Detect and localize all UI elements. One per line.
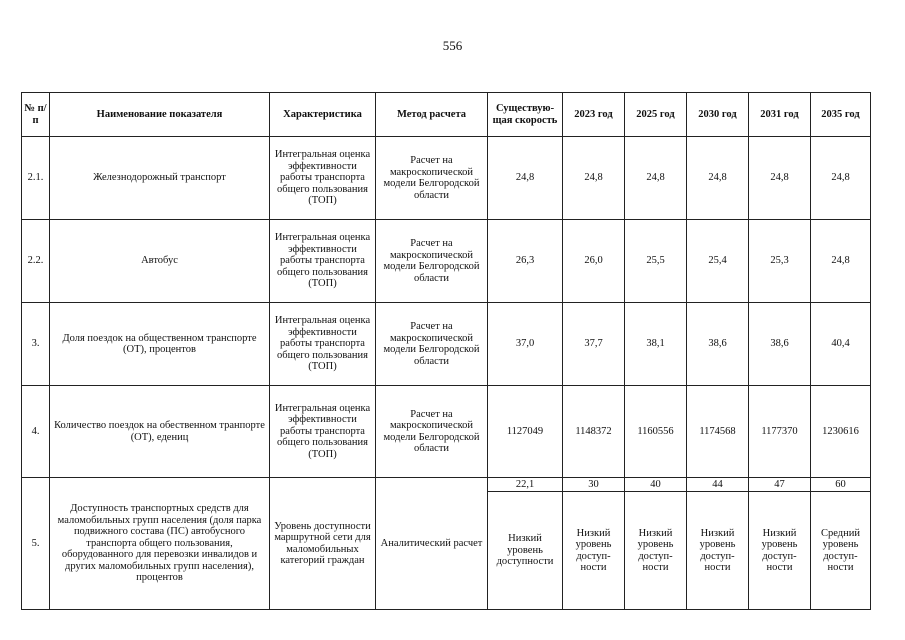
value-existing: 37,0 <box>488 303 563 386</box>
level-2023: Низкий уровень доступ-ности <box>563 492 625 610</box>
row-characteristic: Интегральная оценка эффективности работы транспорта общего пользования (ТОП) <box>270 137 376 220</box>
row-method: Аналитический расчет <box>376 478 488 610</box>
header-characteristic: Характеристика <box>270 93 376 137</box>
value-2030: 38,6 <box>687 303 749 386</box>
row-characteristic: Интегральная оценка эффективности работы транспорта общего пользования (ТОП) <box>270 220 376 303</box>
value-2023: 1148372 <box>563 386 625 478</box>
header-2031: 2031 год <box>749 93 811 137</box>
value-2031: 1177370 <box>749 386 811 478</box>
header-2035: 2035 год <box>811 93 871 137</box>
value-existing: 1127049 <box>488 386 563 478</box>
value-2025: 24,8 <box>625 137 687 220</box>
level-2031: Низкий уровень доступ-ности <box>749 492 811 610</box>
value-2031: 25,3 <box>749 220 811 303</box>
header-method: Метод расчета <box>376 93 488 137</box>
value-2035: 24,8 <box>811 137 871 220</box>
value-2030: 24,8 <box>687 137 749 220</box>
indicators-table <box>21 92 871 610</box>
row-num: 2.1. <box>22 137 50 220</box>
row-characteristic: Уровень доступности маршрутной сети для маломобильных категорий граждан <box>270 478 376 610</box>
table-header-row <box>22 93 871 137</box>
level-2030: Низкий уровень доступ-ности <box>687 492 749 610</box>
value-2035: 60 <box>811 478 871 492</box>
value-existing: 26,3 <box>488 220 563 303</box>
value-2023: 24,8 <box>563 137 625 220</box>
value-2031: 24,8 <box>749 137 811 220</box>
header-2023: 2023 год <box>563 93 625 137</box>
header-name: Наименование показателя <box>50 93 270 137</box>
row-name: Доступность транспортных средств для маломобильных групп населения (доля парка подвижного состава (ПС) автобусного транспорта общего пользования, оборудованного для перевозки инвалидов и других маломобильных групп населения), процентов <box>50 478 270 610</box>
value-2035: 24,8 <box>811 220 871 303</box>
row-method: Расчет на макроскопической модели Белгородской области <box>376 137 488 220</box>
row-name: Автобус <box>50 220 270 303</box>
header-2030: 2030 год <box>687 93 749 137</box>
value-2025: 40 <box>625 478 687 492</box>
table-row <box>22 303 871 386</box>
row-name: Доля поездок на общественном транспорте (ОТ), процентов <box>50 303 270 386</box>
row-name: Количество поездок на обественном транпорте (ОТ), едениц <box>50 386 270 478</box>
row-characteristic: Интегральная оценка эффективности работы транспорта общего пользования (ТОП) <box>270 303 376 386</box>
value-2023: 37,7 <box>563 303 625 386</box>
value-existing: 22,1 <box>488 478 563 492</box>
row-method: Расчет на макроскопической модели Белгородской области <box>376 220 488 303</box>
value-2025: 25,5 <box>625 220 687 303</box>
row-method: Расчет на макроскопической модели Белгородской области <box>376 303 488 386</box>
header-num: № п/п <box>22 93 50 137</box>
value-2023: 26,0 <box>563 220 625 303</box>
value-2025: 38,1 <box>625 303 687 386</box>
value-2030: 25,4 <box>687 220 749 303</box>
table-row <box>22 137 871 220</box>
row-num: 5. <box>22 478 50 610</box>
value-existing: 24,8 <box>488 137 563 220</box>
value-2030: 44 <box>687 478 749 492</box>
level-2035: Средний уровень доступ-ности <box>811 492 871 610</box>
row-num: 2.2. <box>22 220 50 303</box>
row-name: Железнодорожный транспорт <box>50 137 270 220</box>
row-num: 4. <box>22 386 50 478</box>
value-2035: 1230616 <box>811 386 871 478</box>
value-2031: 47 <box>749 478 811 492</box>
row-num: 3. <box>22 303 50 386</box>
header-existing: Существую-щая скорость <box>488 93 563 137</box>
value-2025: 1160556 <box>625 386 687 478</box>
table-row-5-values <box>22 478 871 492</box>
page-number: 556 <box>442 38 463 53</box>
header-2025: 2025 год <box>625 93 687 137</box>
value-2030: 1174568 <box>687 386 749 478</box>
table-row <box>22 386 871 478</box>
row-characteristic: Интегральная оценка эффективности работы транспорта общего пользования (ТОП) <box>270 386 376 478</box>
table-row <box>22 220 871 303</box>
value-2035: 40,4 <box>811 303 871 386</box>
level-existing: Низкий уровень доступности <box>488 492 563 610</box>
row-method: Расчет на макроскопической модели Белгородской области <box>376 386 488 478</box>
level-2025: Низкий уровень доступ-ности <box>625 492 687 610</box>
value-2031: 38,6 <box>749 303 811 386</box>
value-2023: 30 <box>563 478 625 492</box>
